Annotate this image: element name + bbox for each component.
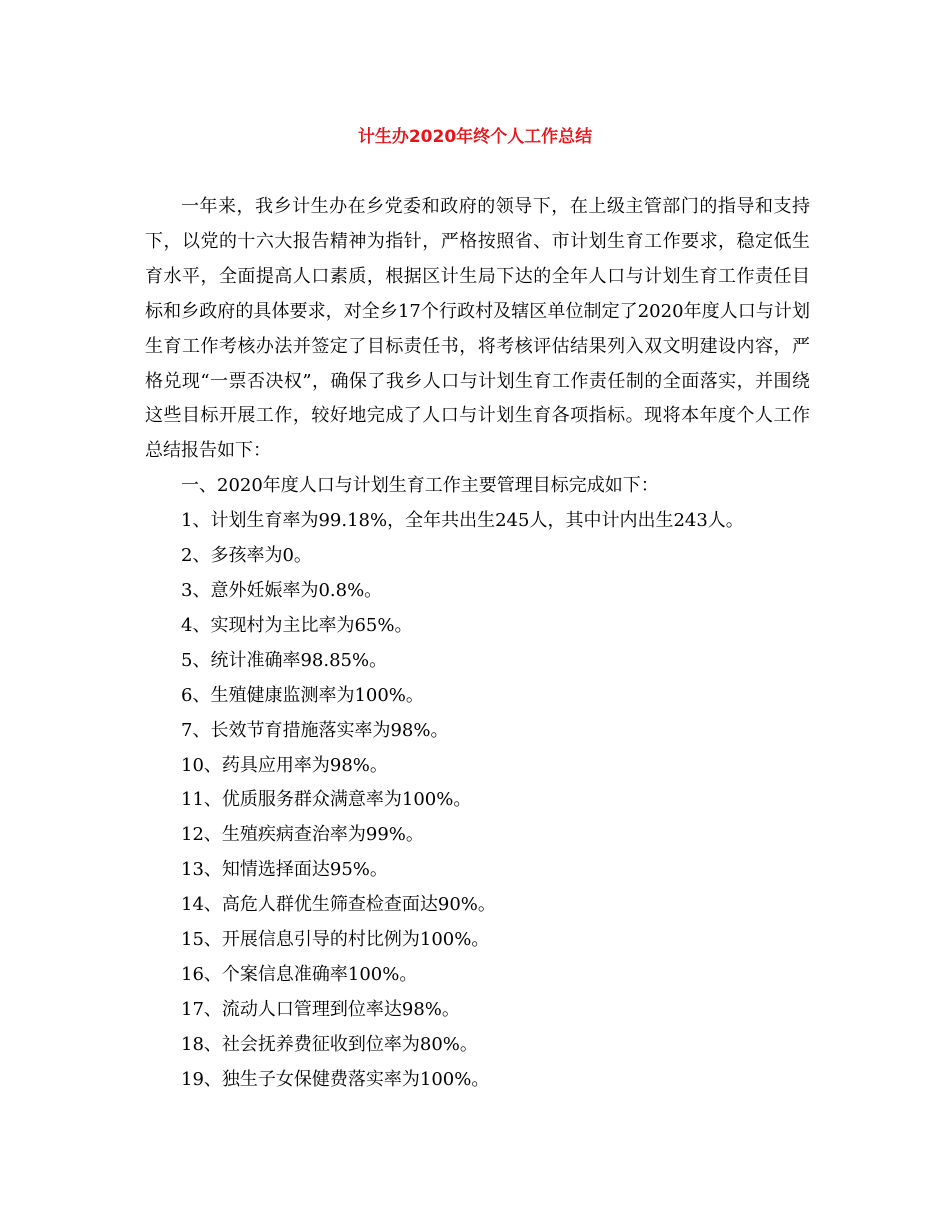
list-item: 1、计划生育率为99.18%，全年共出生245人，其中计内出生243人。 xyxy=(181,510,744,532)
list-item: 19、独生子女保健费落实率为100%。 xyxy=(181,1068,490,1090)
list-item: 10、药具应用率为98%。 xyxy=(181,754,388,776)
list-item: 2、多孩率为0。 xyxy=(181,545,312,567)
intro-paragraph: 一年来，我乡计生办在乡党委和政府的领导下，在上级主管部门的指导和支持下，以党的十六大报告精神为指针，严格按照省、市计划生育工作要求，稳定低生育水平，全面提高人口素质，根据区计生局下达的全年人口与计划生育工作责任目标和乡政府的具体要求，对全乡17个行政村及辖区单位制定了2020年度人口与计划生育工作考核办法并签定了目标责任书，将考核评估结果列入双文明建设内容，严格兑现“一票否决权”，确保了我乡人口与计划生育工作责任制的全面落实，并围绕这些目标开展工作，较好地完成了人口与计划生育各项指标。现将本年度个人工作总结报告如下： xyxy=(145,196,810,462)
document-title: 计生办2020年终个人工作总结 xyxy=(357,127,593,147)
list-item: 17、流动人口管理到位率达98%。 xyxy=(181,998,460,1020)
list-item: 16、个案信息准确率100%。 xyxy=(181,963,418,985)
section-heading: 一、2020年度人口与计划生育工作主要管理目标完成如下： xyxy=(181,475,659,497)
list-item: 14、高危人群优生筛查检查面达90%。 xyxy=(181,894,496,916)
list-item: 3、意外妊娠率为0.8%。 xyxy=(181,579,383,601)
document-body xyxy=(145,190,810,1098)
list-item: 4、实现村为主比率为65%。 xyxy=(181,614,413,636)
list-item: 13、知情选择面达95%。 xyxy=(181,859,388,881)
list-item: 12、生殖疾病查治率为99%。 xyxy=(181,824,424,846)
list-item: 7、长效节育措施落实率为98%。 xyxy=(181,719,449,741)
list-item: 15、开展信息引导的村比例为100%。 xyxy=(181,929,490,951)
list-item: 6、生殖健康监测率为100%。 xyxy=(181,684,424,706)
list-item: 5、统计准确率98.85%。 xyxy=(181,649,388,671)
list-item: 11、优质服务群众满意率为100%。 xyxy=(181,789,472,811)
list-item: 18、社会抚养费征收到位率为80%。 xyxy=(181,1033,478,1055)
